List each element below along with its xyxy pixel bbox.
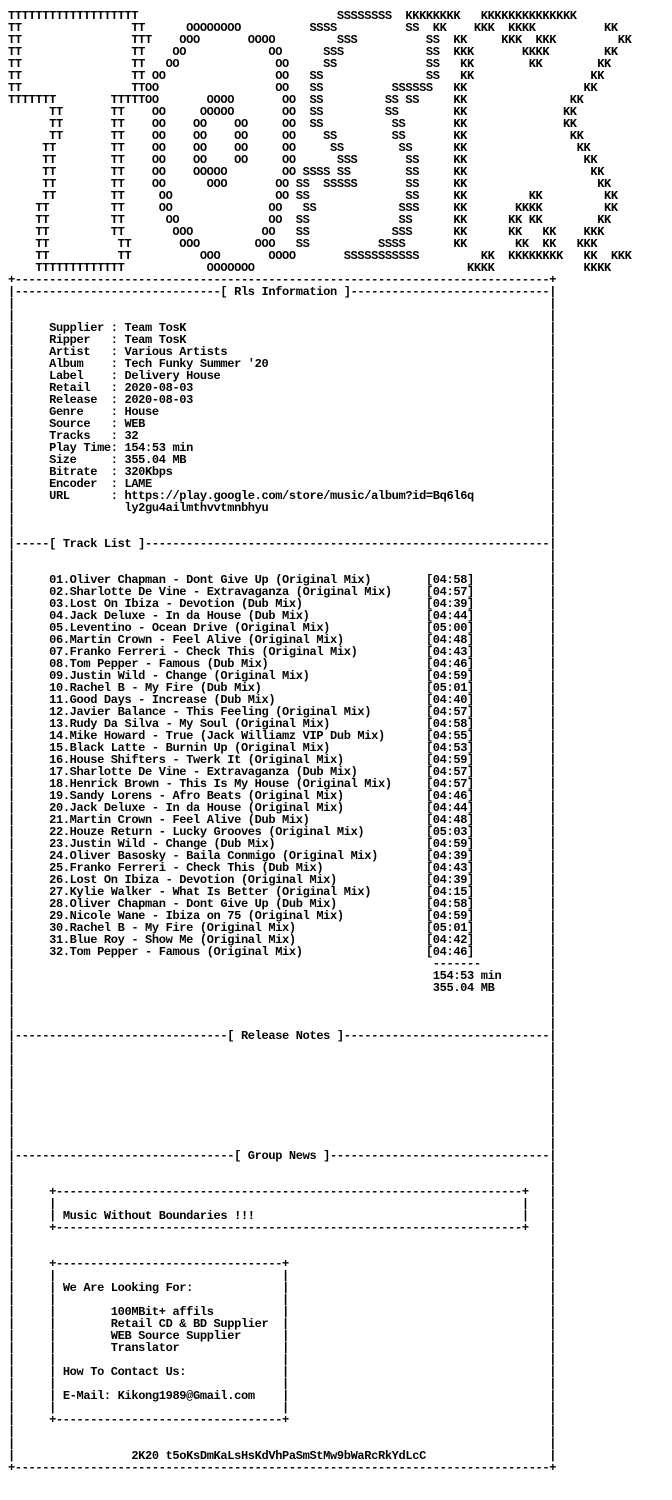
track-number: 06 (49, 633, 63, 647)
track-number: 19 (49, 789, 63, 803)
track-length: [04:46] (425, 657, 474, 671)
rls-field-label: Retail (49, 381, 91, 395)
track-length: [04:46] (425, 789, 474, 803)
track-number: 18 (49, 777, 63, 791)
track-number: 25 (49, 861, 63, 875)
track-length: [04:58] (425, 897, 474, 911)
track-length: [04:15] (425, 885, 474, 899)
rls-field-label: Ripper (49, 333, 91, 347)
track-length: [04:59] (425, 837, 474, 851)
track-title: Tom Pepper - Famous (Original Mix) (69, 945, 303, 959)
rls-field-value: https://play.google.com/store/music/album?id=Bq6l6q (124, 489, 474, 503)
track-title: Nicole Wane - Ibiza on 75 (Original Mix) (69, 909, 344, 923)
track-number: 01 (49, 573, 63, 587)
rls-field-value: Various Artists (124, 345, 228, 359)
track-number: 03 (49, 597, 63, 611)
track-number: 32 (49, 945, 63, 959)
looking-for-heading: We Are Looking For: (62, 1281, 193, 1295)
rls-field-label: Play Time (49, 441, 111, 455)
rls-field-value: Team TosK (124, 321, 187, 335)
track-title: Javier Balance - This Feeling (Original Mix) (69, 705, 372, 719)
rls-field-value: WEB (124, 417, 146, 431)
track-length: [04:58] (425, 573, 474, 587)
total-size: 355.04 MB (432, 981, 495, 995)
track-length: [04:57] (425, 705, 474, 719)
track-title: Sharlotte De Vine - Extravaganza (Original Mix) (69, 585, 392, 599)
track-number: 31 (49, 933, 63, 947)
track-title: Justin Wild - Change (Dub Mix) (69, 837, 276, 851)
logo-ascii-art: TTTTTTTTTTTTTTTTTTT SSSSSSSS KKKKKKKK KKKKKKKKKKKKKK TT TT OOOOOOOO SSSS SS KK KKK KKKK KK TT TTT OOO OOOO SSS SS KK KKK KKK KK TT TT OO OO SSS SS KKK KKKK KK TT TT OO OO SS SS KK KK KK TT TT OO OO SS SS KK KK TT TTOO OO SS SSSSSS KK KK TTTTTTT TTTTTOO OOOO OO SS SS SS KK KK TT TT OO OOOOO OO SS SS KK KK TT TT OO OO OO OO SS SS KK KK TT TT OO OO OO OO SS SS KK KK TT TT OO OO OO OO SS SS KK KK TT TT OO OO OO OO SSS SS KK KK TT TT OO OOOOO OO SSSS SS SS KK KK TT TT OO OOO OO SS SSSSS SS KK KK TT TT OO OO SS SS KK KK KK TT TT OO OO SS SSS KK KKKK KK TT TT OO OO SS SS KK KK KK KK TT TT OOO OO SS SSS KK KK KK KKK TT TT OOO OOO SS SSSS KK KK KK KKK TT TT OOO OOOO SSSSSSSSSSS KK KKKKKKKK KK KKK TTTTTTTTTTTTT OOOOOOO KKKK KKKK (8, 9, 632, 275)
contact-heading: How To Contact Us: (62, 1365, 187, 1379)
track-number: 13 (49, 717, 63, 731)
track-title: Rachel B - My Fire (Dub Mix) (69, 681, 262, 695)
looking-for-item: 100MBit+ affils (110, 1305, 214, 1319)
track-title: Oliver Basosky - Baila Conmigo (Original Mix) (69, 849, 378, 863)
track-number: 12 (49, 705, 63, 719)
track-number: 30 (49, 921, 63, 935)
track-title: Black Latte - Burnin Up (Original Mix) (69, 741, 331, 755)
track-title: Lost On Ibiza - Devotion (Dub Mix) (69, 597, 303, 611)
rls-field-label: Label (49, 369, 84, 383)
rls-field-label: Source (49, 417, 91, 431)
rls-field-label: URL (49, 489, 70, 503)
rls-field-value: 320Kbps (124, 465, 173, 479)
track-number: 22 (49, 825, 63, 839)
rls-field-value-cont: ly2gu4ailmthvvtmnbhyu (124, 501, 269, 515)
track-length: [05:01] (425, 921, 474, 935)
track-number: 08 (49, 657, 63, 671)
rls-field-label: Genre (49, 405, 84, 419)
rls-field-value: Delivery House (124, 369, 221, 383)
track-title: Lost On Ibiza - Devotion (Original Mix) (69, 873, 337, 887)
track-length: [04:59] (425, 909, 474, 923)
track-length: [04:53] (425, 741, 474, 755)
track-title: Sharlotte De Vine - Extravaganza (Dub Mix) (69, 765, 358, 779)
track-length: [04:58] (425, 717, 474, 731)
track-title: Rudy Da Silva - My Soul (Original Mix) (69, 717, 331, 731)
rls-field-label: Bitrate (49, 465, 98, 479)
track-number: 16 (49, 753, 63, 767)
track-length: [04:57] (425, 765, 474, 779)
track-title: Oliver Chapman - Dont Give Up (Original Mix) (69, 573, 372, 587)
rls-field-label: Release (49, 393, 98, 407)
track-length: [04:43] (425, 645, 474, 659)
track-length: [04:39] (425, 597, 474, 611)
track-length: [04:48] (425, 633, 474, 647)
track-title: Tom Pepper - Famous (Dub Mix) (69, 657, 269, 671)
track-length: [04:59] (425, 753, 474, 767)
track-number: 26 (49, 873, 63, 887)
track-title: Justin Wild - Change (Original Mix) (69, 669, 310, 683)
rls-field-label: Album (49, 357, 84, 371)
track-length: [04:40] (425, 693, 474, 707)
track-title: Franko Ferreri - Check This (Dub Mix) (69, 861, 324, 875)
rls-field-label: Supplier (49, 321, 104, 335)
section-title-track-list: Track List (62, 537, 132, 551)
track-length: [04:44] (425, 801, 474, 815)
rls-field-label: Encoder (49, 477, 98, 491)
rls-field-value: Team TosK (124, 333, 187, 347)
rls-field-value: LAME (124, 477, 152, 491)
track-title: Henrick Brown - This Is My House (Original Mix) (69, 777, 392, 791)
track-title: Franko Ferreri - Check This (Original Mix) (69, 645, 358, 659)
track-title: Good Days - Increase (Dub Mix) (69, 693, 276, 707)
track-number: 28 (49, 897, 63, 911)
track-title: Rachel B - My Fire (Original Mix) (69, 921, 296, 935)
track-number: 21 (49, 813, 63, 827)
track-length: [04:55] (425, 729, 474, 743)
track-length: [05:03] (425, 825, 474, 839)
rls-field-value: 32 (124, 429, 139, 443)
track-title: House Shifters - Twerk It (Original Mix) (69, 753, 344, 767)
rls-field-label: Tracks (49, 429, 91, 443)
track-number: 02 (49, 585, 63, 599)
track-number: 11 (49, 693, 63, 707)
track-number: 17 (49, 765, 63, 779)
rls-field-label: Size (49, 453, 77, 467)
track-number: 24 (49, 849, 63, 863)
track-length: [05:01] (425, 681, 474, 695)
track-length: [04:57] (425, 585, 474, 599)
track-number: 05 (49, 621, 63, 635)
track-title: Jack Deluxe - In da House (Original Mix) (69, 801, 344, 815)
rls-field-value: 355.04 MB (124, 453, 187, 467)
track-number: 20 (49, 801, 63, 815)
track-number: 04 (49, 609, 63, 623)
email-address: Kikong1989@Gmail.com (117, 1389, 255, 1403)
group-motto: Music Without Boundaries !!! (62, 1209, 255, 1223)
track-length: [04:39] (425, 849, 474, 863)
track-title: Oliver Chapman - Dont Give Up (Dub Mix) (69, 897, 337, 911)
track-title: Mike Howard - True (Jack Williamz VIP Dub Mix) (69, 729, 385, 743)
track-number: 27 (49, 885, 63, 899)
track-length: [04:48] (425, 813, 474, 827)
track-title: Houze Return - Lucky Grooves (Original Mix) (69, 825, 365, 839)
section-title-group-news: Group News (247, 1149, 317, 1163)
total-time: 154:53 min (432, 969, 502, 983)
rls-field-value: 2020-08-03 (124, 393, 193, 407)
track-length: [05:00] (425, 621, 474, 635)
rls-field-value: 154:53 min (124, 441, 193, 455)
track-title: Jack Deluxe - In da House (Dub Mix) (69, 609, 310, 623)
track-length: [04:39] (425, 873, 474, 887)
rls-field-value: Tech Funky Summer '20 (124, 357, 269, 371)
rls-field-value: House (124, 405, 159, 419)
track-length: [04:46] (425, 945, 474, 959)
looking-for-item: WEB Source Supplier (110, 1329, 241, 1343)
track-title: Leventino - Ocean Drive (Original Mix) (69, 621, 331, 635)
track-number: 14 (49, 729, 63, 743)
track-length: [04:44] (425, 609, 474, 623)
track-number: 09 (49, 669, 63, 683)
track-number: 23 (49, 837, 63, 851)
rls-field-value: 2020-08-03 (124, 381, 193, 395)
section-title-release-notes: Release Notes (240, 1029, 331, 1043)
track-number: 10 (49, 681, 63, 695)
track-title: Martin Crown - Feel Alive (Original Mix) (69, 633, 344, 647)
rls-field-label: Artist (49, 345, 91, 359)
track-title: Blue Roy - Show Me (Original Mix) (69, 933, 296, 947)
looking-for-item: Translator (110, 1341, 180, 1355)
track-title: Kylie Walker - What Is Better (Original Mix) (69, 885, 372, 899)
track-number: 15 (49, 741, 63, 755)
track-length: [04:59] (425, 669, 474, 683)
track-length: [04:43] (425, 861, 474, 875)
footer-signature: 2K20 t5oKsDmKaLsHsKdVhPaSmStMw9bWaRcRkYdLcC (131, 1449, 426, 1463)
nfo-document: TTTTTTTTTTTTTTTTTTT SSSSSSSS KKKKKKKK KKKKKKKKKKKKKK TT TT OOOOOOOO SSSS SS KK KKK KKKK KK TT TTT OOO OOOO SSS SS KK KKK KKK KK TT TT OO OO SSS SS KKK KKKK KK TT TT OO OO SS SS KK KK KK TT TT OO OO SS SS KK KK TT TTOO OO SS SSSSSS KK KK TTTTTTT TTTTTOO OOOO OO SS SS SS KK KK TT TT OO OOOOO OO SS SS KK KK TT TT OO OO OO OO SS SS KK KK TT TT OO OO OO OO SS SS KK KK TT TT OO OO OO OO SS SS KK KK TT TT OO OO OO OO SSS SS KK KK TT TT OO OOOOO OO SSSS SS SS KK KK TT TT OO OOO OO SS SSSSS SS KK KK TT TT OO OO SS SS KK KK KK TT TT OO OO SS SSS KK KKKK KK TT TT OO OO SS SS KK KK KK KK TT TT OOO OO SS SSS KK KK KK KKK TT TT OOO OOO SS SSSS KK KK KK KKK TT TT OOO OOOO SSSSSSSSSSS KK KKKKKKKK KK KKK TTTTTTTTTTTTT OOOOOOO KKKK KKKK +------------------------------------------------------------------------------+ |------------------------------[ Rls Information ]-----------------------------| | | | | | Supplier : Team TosK | | Ripper : Team TosK | | Artist : Various Artists | | Album : Tech Funky Summer '20 | | Label : Delivery House | | Retail : 2020-08-03 | | Release : 2020-08-03 | | Genre : House | | Source : WEB | | Tracks : 32 | | Play Time: 154:53 min | | Size : 355.04 MB | | Bitrate : 320Kbps | | Encoder : LAME | | URL : https://play.google.com/store/music/album?id=Bq6l6q | | ly2gu4ailmthvvtmnbhyu | | | | | |-----[ Track List ]-----------------------------------------------------------| | | | | | 01.Oliver Chapman - Dont Give Up (Original Mix) [04:58] | | 02.Sharlotte De Vine - Extravaganza (Original Mix) [04:57] | | 03.Lost On Ibiza - Devotion (Dub Mix) [04:39] | | 04.Jack Deluxe - In da House (Dub Mix) [04:44] | | 05.Leventino - Ocean Drive (Original Mix) [05:00] | | 06.Martin Crown - Feel Alive (Original Mix) [04:48] | | 07.Franko Ferreri - Check This (Original Mix) [04:43] | | 08.Tom Pepper - Famous (Dub Mix) [04:46] | | 09.Justin Wild - Change (Original Mix) [04:59] | | 10.Rachel B - My Fire (Dub Mix) [05:01] | | 11.Good Days - Increase (Dub Mix) [04:40] | | 12.Javier Balance - This Feeling (Original Mix) [04:57] | | 13.Rudy Da Silva - My Soul (Original Mix) [04:58] | | 14.Mike Howard - True (Jack Williamz VIP Dub Mix) [04:55] | | 15.Black Latte - Burnin Up (Original Mix) [04:53] | | 16.House Shifters - Twerk It (Original Mix) [04:59] | | 17.Sharlotte De Vine - Extravaganza (Dub Mix) [04:57] | | 18.Henrick Brown - This Is My House (Original Mix) [04:57] | | 19.Sandy Lorens - Afro Beats (Original Mix) [04:46] | | 20.Jack Deluxe - In da House (Original Mix) [04:44] | | 21.Martin Crown - Feel Alive (Dub Mix) [04:48] | | 22.Houze Return - Lucky Grooves (Original Mix) [05:03] | | 23.Justin Wild - Change (Dub Mix) [04:59] | | 24.Oliver Basosky - Baila Conmigo (Original Mix) [04:39] | | 25.Franko Ferreri - Check This (Dub Mix) [04:43] | | 26.Lost On Ibiza - Devotion (Original Mix) [04:39] | | 27.Kylie Walker - What Is Better (Original Mix) [04:15] | | 28.Oliver Chapman - Dont Give Up (Dub Mix) [04:58] | | 29.Nicole Wane - Ibiza on 75 (Original Mix) [04:59] | | 30.Rachel B - My Fire (Original Mix) [05:01] | | 31.Blue Roy - Show Me (Original Mix) [04:42] | | 32.Tom Pepper - Famous (Original Mix) [04:46] | | ------- | | 154:53 min | | 355.04 MB | | | | | | | |-------------------------------[ Release Notes ]------------------------------| | | | | | | | | | | | | | | | | | | |--------------------------------[ Group News ]--------------------------------| | | | | | +--------------------------------------------------------------------+ | | | | | | | Music Without Boundaries !!! | | | +--------------------------------------------------------------------+ | | | | | | +---------------------------------+ | | | | | | | We Are Looking For: | | | | | | | | 100MBit+ affils | | | | Retail CD & BD Supplier | | | | WEB Source Supplier | | | | Translator | | | | | | | | How To Contact Us: | | | | | | | | E-Mail: Kikong1989@Gmail.com | | | | | | | +---------------------------------+ | | | | | | 2K20 t5oKsDmKaLsHsKdVhPaSmStMw9bWaRcRkYdLcC | +------------------------------------------------------------------------------+ (8, 9, 632, 1475)
section-title-rls-information: Rls Information (234, 285, 337, 299)
track-number: 07 (49, 645, 63, 659)
track-number: 29 (49, 909, 63, 923)
email-label: E-Mail: (62, 1389, 111, 1403)
looking-for-item: Retail CD & BD Supplier (110, 1317, 269, 1331)
track-title: Martin Crown - Feel Alive (Dub Mix) (69, 813, 310, 827)
track-length: [04:57] (425, 777, 474, 791)
track-length: [04:42] (425, 933, 474, 947)
track-title: Sandy Lorens - Afro Beats (Original Mix) (69, 789, 344, 803)
